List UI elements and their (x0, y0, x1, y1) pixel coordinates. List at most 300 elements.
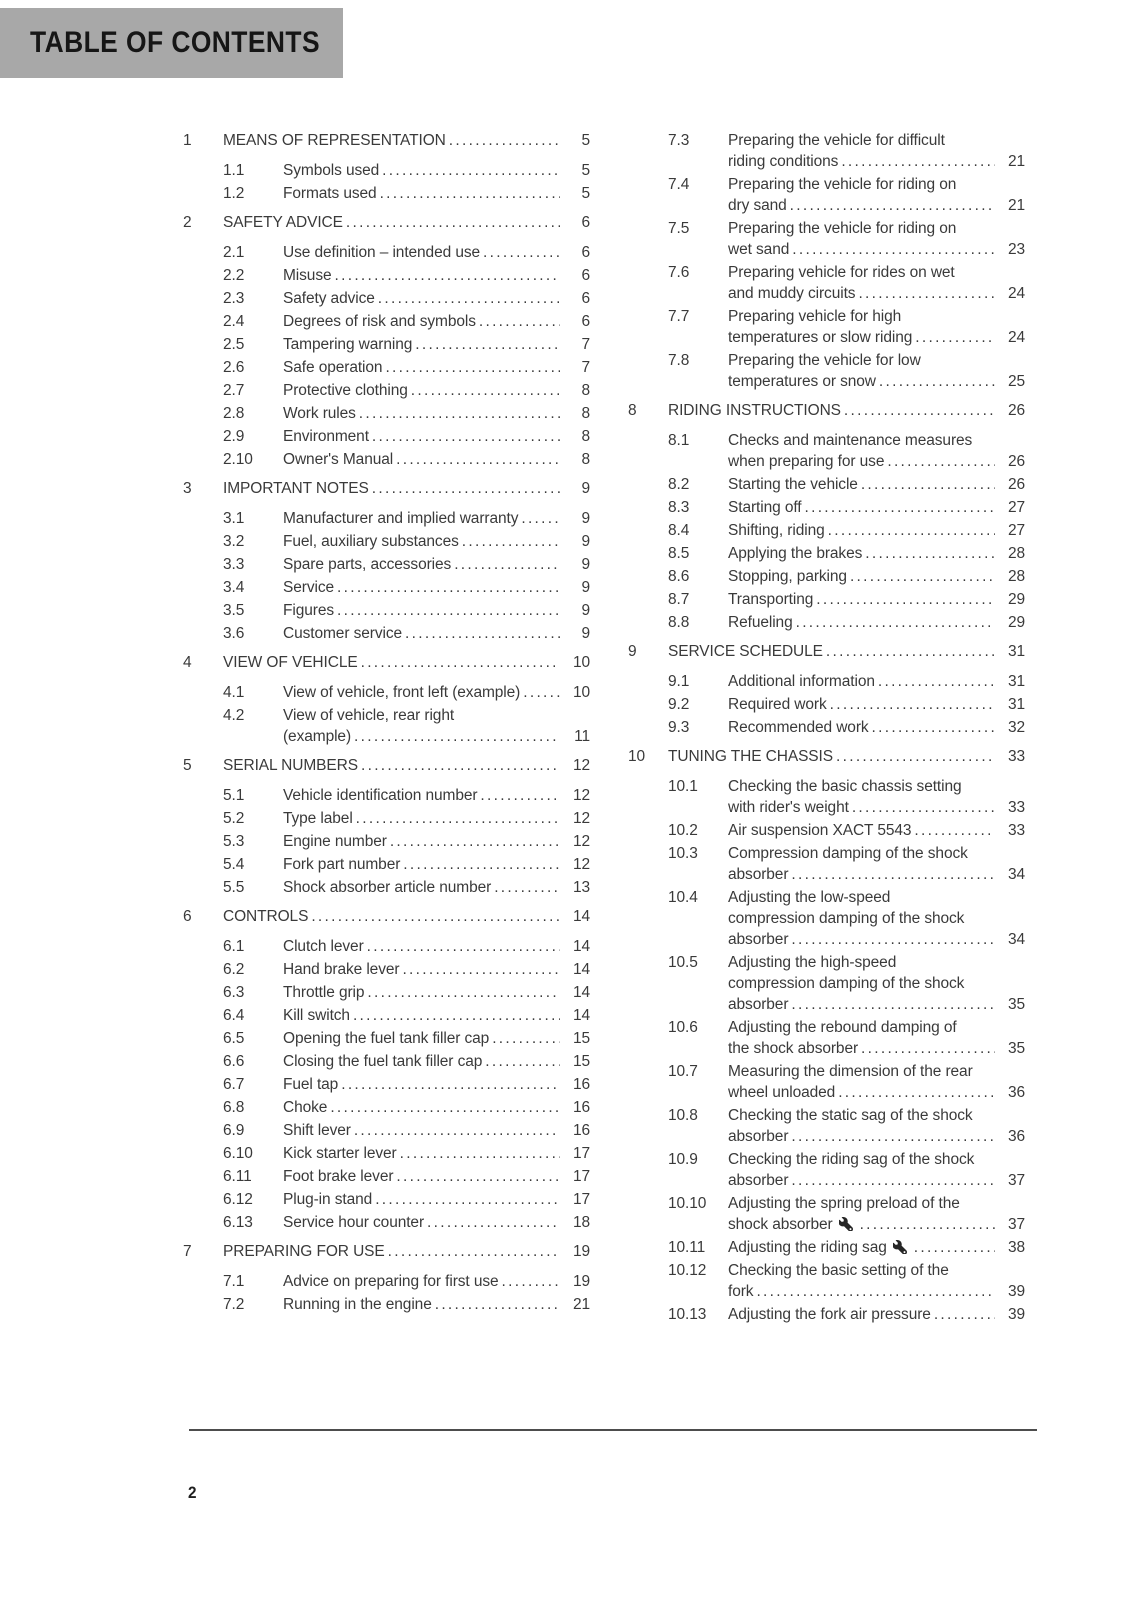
toc-entry-title-text: IMPORTANT NOTES (223, 480, 369, 497)
toc-entry-title-text: Adjusting the riding sag (728, 1239, 887, 1256)
toc-entry-page: 29 (1007, 614, 1025, 631)
toc-entry-titlecell (283, 982, 560, 1003)
toc-entry[interactable] (668, 350, 1025, 392)
toc-entry-title-line (283, 1051, 560, 1072)
toc-entry-title-line (728, 174, 995, 195)
toc-entry[interactable] (223, 1051, 590, 1072)
toc-entry[interactable] (223, 183, 590, 204)
dot-leader (411, 382, 560, 399)
toc-entry-number: 10.1 (668, 778, 698, 795)
toc-entry-title-line (728, 797, 995, 818)
footer-divider (189, 1429, 1037, 1431)
toc-entry[interactable] (668, 497, 1025, 518)
toc-entry-title-text: Use definition – intended use (283, 244, 481, 261)
toc-entry[interactable] (668, 887, 1025, 950)
toc-entry-titlecell (728, 843, 995, 885)
toc-entry-title-line (223, 755, 560, 776)
toc-entry-title-line (728, 306, 995, 327)
toc-entry[interactable] (668, 1105, 1025, 1147)
toc-entry-titlecell (283, 1271, 560, 1292)
toc-entry-title-text: Adjusting the rebound damping of (728, 1019, 957, 1036)
dot-leader (483, 244, 560, 261)
toc-entry-page: 19 (572, 1243, 590, 1260)
toc-entry[interactable] (223, 449, 590, 470)
toc-entry-title-line (283, 183, 560, 204)
toc-entry-number: 6.4 (223, 1007, 245, 1024)
dot-leader (914, 1239, 995, 1256)
toc-entry-page: 17 (572, 1145, 590, 1162)
toc-entry[interactable] (183, 652, 590, 673)
toc-entry-titlecell (283, 877, 560, 898)
dot-leader (502, 1273, 560, 1290)
toc-entry-title-line (223, 130, 560, 151)
toc-entry-titlecell (283, 449, 560, 470)
toc-entry-title-line (728, 1105, 995, 1126)
toc-entry-title-text: Customer service (283, 625, 402, 642)
toc-entry[interactable] (183, 130, 590, 151)
toc-entry-page: 10 (572, 684, 590, 701)
toc-entry-title-text: temperatures or snow (728, 373, 876, 390)
toc-entry-title-line (728, 776, 995, 797)
toc-entry[interactable] (668, 306, 1025, 348)
dot-leader (878, 673, 995, 690)
dot-leader (388, 1243, 560, 1260)
toc-entry-titlecell (283, 1074, 560, 1095)
toc-entry[interactable] (223, 1166, 590, 1187)
toc-entry-page: 11 (574, 728, 590, 745)
toc-entry-number: 8.7 (668, 591, 690, 608)
toc-entry-number: 10.2 (668, 822, 698, 839)
toc-entry-page: 5 (581, 185, 590, 202)
toc-entry[interactable] (223, 1097, 590, 1118)
toc-entry-number: 7.8 (668, 352, 690, 369)
toc-entry-title-text: Compression damping of the shock (728, 845, 968, 862)
toc-entry-title-text: Opening the fuel tank filler cap (283, 1030, 490, 1047)
toc-entry-title-text: absorber (728, 996, 789, 1013)
toc-entry-title-text: SERIAL NUMBERS (223, 757, 358, 774)
toc-entry-number: 2.4 (223, 313, 245, 330)
toc-entry-page: 16 (572, 1122, 590, 1139)
toc-entry-title-text: Shock absorber article number (283, 879, 492, 896)
toc-entry[interactable] (183, 212, 590, 233)
toc-entry-title-text: Choke (283, 1099, 328, 1116)
toc-entry-titlecell (223, 212, 560, 233)
toc-entry[interactable] (183, 478, 590, 499)
toc-entry-number: 6.5 (223, 1030, 245, 1047)
toc-entry[interactable] (668, 218, 1025, 260)
toc-entry-page: 9 (581, 579, 590, 596)
dot-leader (858, 285, 995, 302)
toc-entry[interactable] (668, 589, 1025, 610)
toc-entry[interactable] (668, 776, 1025, 818)
toc-entry-titlecell (283, 1120, 560, 1141)
toc-entry-titlecell (283, 265, 560, 286)
toc-entry-title-text: Preparing vehicle for rides on wet (728, 264, 955, 281)
toc-entry[interactable] (628, 746, 1025, 767)
toc-entry-number: 3.3 (223, 556, 245, 573)
dot-leader (791, 1172, 995, 1189)
toc-entry-title-text: Preparing the vehicle for riding on (728, 176, 957, 193)
toc-entry[interactable] (183, 755, 590, 776)
dot-leader (337, 602, 560, 619)
toc-entry[interactable] (223, 531, 590, 552)
toc-entry-title-line (728, 929, 995, 950)
toc-entry-titlecell (283, 357, 560, 378)
toc-entry-titlecell (283, 531, 560, 552)
toc-entry-page: 9 (581, 533, 590, 550)
dot-leader (372, 428, 560, 445)
toc-entry-titlecell (283, 1294, 560, 1315)
toc-entry[interactable] (223, 623, 590, 644)
toc-entry[interactable] (223, 600, 590, 621)
toc-entry-title-line (283, 288, 560, 309)
toc-entry-titlecell (283, 936, 560, 957)
toc-entry-page: 31 (1007, 643, 1025, 660)
toc-entry-number: 10.8 (668, 1107, 698, 1124)
toc-entry[interactable] (223, 1189, 590, 1210)
toc-entry-page: 7 (581, 359, 590, 376)
toc-entry[interactable] (223, 936, 590, 957)
toc-entry-number: 2.7 (223, 382, 245, 399)
toc-entry-title-line (728, 327, 995, 348)
dot-leader (354, 728, 560, 745)
toc-entry-titlecell (283, 334, 560, 355)
toc-entry[interactable] (223, 831, 590, 852)
toc-entry[interactable] (668, 130, 1025, 172)
toc-entry-number: 3.4 (223, 579, 245, 596)
toc-entry[interactable] (223, 877, 590, 898)
toc-entry[interactable] (668, 543, 1025, 564)
toc-entry-title-line (223, 478, 560, 499)
toc-entry[interactable] (223, 1074, 590, 1095)
toc-entry-title-line (728, 589, 995, 610)
toc-entry-title-text: Preparing vehicle for high (728, 308, 902, 325)
toc-entry[interactable] (223, 160, 590, 181)
toc-entry-title-text: Adjusting the fork air pressure (728, 1306, 931, 1323)
toc-entry[interactable] (223, 959, 590, 980)
toc-entry-title-line (728, 1170, 995, 1191)
toc-entry-page: 26 (1007, 476, 1025, 493)
toc-entry-titlecell (283, 554, 560, 575)
dot-leader (454, 556, 560, 573)
toc-entry-number: 2 (183, 214, 192, 231)
toc-entry-page: 16 (572, 1099, 590, 1116)
toc-entry[interactable] (668, 1017, 1025, 1059)
toc-entry-title-line (283, 449, 560, 470)
dot-leader (359, 405, 560, 422)
toc-entry[interactable] (223, 982, 590, 1003)
toc-entry-title-line (728, 262, 995, 283)
toc-entry-number: 9.3 (668, 719, 690, 736)
toc-entry-title-text: Spare parts, accessories (283, 556, 452, 573)
toc-entry-titlecell (728, 1304, 995, 1325)
toc-entry-title-text: Measuring the dimension of the rear (728, 1063, 973, 1080)
toc-entry[interactable] (223, 1120, 590, 1141)
toc-entry-title-line (283, 426, 560, 447)
toc-entry-page: 36 (1007, 1128, 1025, 1145)
toc-entry[interactable] (668, 1061, 1025, 1103)
dot-leader (378, 290, 560, 307)
toc-entry-page: 25 (1007, 373, 1025, 390)
toc-entry[interactable] (668, 1193, 1025, 1235)
toc-entry[interactable] (223, 380, 590, 401)
toc-entry-title-line (223, 212, 560, 233)
toc-entry-titlecell (283, 403, 560, 424)
toc-entry-titlecell (728, 776, 995, 818)
toc-entry-number: 8.6 (668, 568, 690, 585)
toc-entry[interactable] (223, 1271, 590, 1292)
toc-column-right (628, 130, 1025, 1327)
toc-entry-title-line (283, 1166, 560, 1187)
toc-entry-title-text: Adjusting the high-speed (728, 954, 897, 971)
toc-entry-page: 21 (572, 1296, 590, 1313)
toc-entry-number: 1.2 (223, 185, 245, 202)
dot-leader (494, 879, 560, 896)
toc-entry[interactable] (223, 554, 590, 575)
toc-entry-number: 5.2 (223, 810, 245, 827)
toc-entry-number: 3.2 (223, 533, 245, 550)
toc-entry-number: 7.6 (668, 264, 690, 281)
toc-entry-title-text: Tampering warning (283, 336, 413, 353)
toc-entry[interactable] (223, 357, 590, 378)
toc-entry-titlecell (223, 130, 560, 151)
toc-entry[interactable] (668, 174, 1025, 216)
toc-entry-titlecell (668, 641, 995, 662)
toc-entry-title-line (283, 682, 560, 703)
toc-entry[interactable] (668, 717, 1025, 738)
toc-entry-page: 16 (572, 1076, 590, 1093)
toc-entry-title-text: absorber (728, 1128, 789, 1145)
toc-entry-title-text: Protective clothing (283, 382, 408, 399)
toc-entry-page: 8 (581, 405, 590, 422)
toc-entry[interactable] (668, 474, 1025, 495)
toc-entry[interactable] (223, 577, 590, 598)
toc-entry[interactable] (668, 694, 1025, 715)
toc-entry-title-text: with rider's weight (728, 799, 849, 816)
toc-entry-titlecell (728, 218, 995, 260)
dot-leader (462, 533, 560, 550)
toc-entry-number: 10.4 (668, 889, 698, 906)
toc-entry-title-line (223, 906, 560, 927)
toc-entry-titlecell (283, 1166, 560, 1187)
toc-entry-titlecell (728, 1237, 995, 1258)
toc-entry-title-text: wet sand (728, 241, 790, 258)
dot-leader (403, 856, 560, 873)
toc-entry[interactable] (223, 808, 590, 829)
toc-entry[interactable] (223, 265, 590, 286)
toc-entry-number: 6.13 (223, 1214, 253, 1231)
toc-entry-titlecell (728, 717, 995, 738)
toc-entry-title-line (283, 531, 560, 552)
dot-leader (375, 1191, 560, 1208)
toc-entry-title-text: Shifting, riding (728, 522, 825, 539)
toc-entry-title-text: dry sand (728, 197, 787, 214)
dot-leader (861, 1040, 995, 1057)
toc-entry-number: 6.1 (223, 938, 245, 955)
toc-entry[interactable] (668, 1237, 1025, 1258)
toc-entry[interactable] (223, 1005, 590, 1026)
toc-entry[interactable] (223, 1212, 590, 1233)
toc-entry-title-text: Kick starter lever (283, 1145, 397, 1162)
dot-leader (861, 476, 995, 493)
toc-entry-titlecell (728, 1260, 995, 1302)
toc-entry-page: 23 (1007, 241, 1025, 258)
toc-entry[interactable] (223, 1143, 590, 1164)
toc-entry-title-text: Degrees of risk and symbols (283, 313, 476, 330)
toc-entry-number: 8.2 (668, 476, 690, 493)
toc-entry-page: 12 (572, 787, 590, 804)
dot-leader (311, 908, 560, 925)
toc-entry[interactable] (223, 334, 590, 355)
toc-entry-number: 5.5 (223, 879, 245, 896)
toc-entry[interactable] (668, 1304, 1025, 1325)
toc-entry[interactable] (223, 785, 590, 806)
toc-entry-page: 6 (581, 244, 590, 261)
toc-entry-number: 7.3 (668, 132, 690, 149)
dot-leader (879, 373, 995, 390)
toc-entry[interactable] (668, 262, 1025, 304)
toc-entry-title-line (283, 311, 560, 332)
dot-leader (756, 1283, 995, 1300)
toc-entry-page: 10 (572, 654, 590, 671)
toc-entry-page: 21 (1007, 153, 1025, 170)
toc-entry-title-line (283, 600, 560, 621)
toc-entry-number: 8.1 (668, 432, 690, 449)
toc-entry[interactable] (223, 1294, 590, 1315)
toc-entry[interactable] (223, 403, 590, 424)
toc-entry-titlecell (223, 478, 560, 499)
toc-entry-page: 5 (581, 162, 590, 179)
toc-entry-title-line (728, 1281, 995, 1302)
toc-entry-title-text: Checking the riding sag of the shock (728, 1151, 975, 1168)
dot-leader (914, 822, 995, 839)
toc-entry[interactable] (668, 843, 1025, 885)
toc-entry-number: 1 (183, 132, 192, 149)
dot-leader (449, 132, 560, 149)
toc-entry-number: 2.10 (223, 451, 253, 468)
toc-entry-title-line (728, 1304, 995, 1325)
toc-entry-titlecell (283, 623, 560, 644)
toc-entry-titlecell (728, 1017, 995, 1059)
toc-entry-title-line (728, 952, 995, 973)
toc-entry[interactable] (183, 906, 590, 927)
toc-entry-title-text: TUNING THE CHASSIS (668, 748, 833, 765)
toc-entry[interactable] (628, 641, 1025, 662)
toc-entry-title-text: Advice on preparing for first use (283, 1273, 499, 1290)
toc-entry-number: 4.1 (223, 684, 245, 701)
toc-entry-titlecell (283, 160, 560, 181)
toc-entry-number: 7.2 (223, 1296, 245, 1313)
toc-entry-titlecell (728, 820, 995, 841)
toc-entry[interactable] (668, 612, 1025, 633)
toc-entry[interactable] (223, 1028, 590, 1049)
toc-entry-title-text: PREPARING FOR USE (223, 1243, 385, 1260)
toc-entry-titlecell (728, 1149, 995, 1191)
toc-entry-title-text: Stopping, parking (728, 568, 847, 585)
toc-entry[interactable] (668, 566, 1025, 587)
dot-leader (356, 810, 560, 827)
toc-entry-title-text: Checking the static sag of the shock (728, 1107, 973, 1124)
toc-entry[interactable] (668, 820, 1025, 841)
toc-entry-page: 7 (581, 336, 590, 353)
toc-entry-title-text: Refueling (728, 614, 793, 631)
toc-entry-number: 8.4 (668, 522, 690, 539)
toc-entry-page: 15 (572, 1030, 590, 1047)
toc-entry-page: 9 (581, 625, 590, 642)
toc-entry[interactable] (668, 520, 1025, 541)
dot-leader (372, 480, 560, 497)
toc-entry-page: 31 (1007, 673, 1025, 690)
toc-entry-titlecell (283, 831, 560, 852)
toc-entry-titlecell (728, 520, 995, 541)
toc-entry-number: 2.2 (223, 267, 245, 284)
dot-leader (390, 833, 560, 850)
toc-entry-title-line (728, 239, 995, 260)
toc-entry[interactable] (223, 288, 590, 309)
toc-entry-number: 6.8 (223, 1099, 245, 1116)
toc-entry-number: 3.1 (223, 510, 245, 527)
toc-entry-number: 2.6 (223, 359, 245, 376)
toc-entry-title-text: (example) (283, 728, 352, 745)
toc-entry-titlecell (728, 262, 995, 304)
toc-entry[interactable] (183, 1241, 590, 1262)
toc-entry[interactable] (223, 242, 590, 263)
toc-entry-titlecell (283, 288, 560, 309)
toc-entry[interactable] (668, 1149, 1025, 1191)
toc-entry[interactable] (628, 400, 1025, 421)
toc-entry-title-line (728, 1017, 995, 1038)
toc-entry-title-text: Throttle grip (283, 984, 365, 1001)
toc-entry-title-line (283, 334, 560, 355)
dot-leader (860, 1216, 995, 1233)
toc-entry-title-line (283, 403, 560, 424)
toc-entry-title-line (283, 380, 560, 401)
toc-entry-title-text: Foot brake lever (283, 1168, 394, 1185)
toc-entry[interactable] (223, 426, 590, 447)
toc-entry-number: 6.10 (223, 1145, 253, 1162)
dot-leader (385, 359, 560, 376)
toc-entry-page: 13 (572, 879, 590, 896)
toc-entry[interactable] (668, 671, 1025, 692)
toc-entry-number: 8.8 (668, 614, 690, 631)
toc-entry-page: 34 (1007, 931, 1025, 948)
toc-entry[interactable] (223, 854, 590, 875)
dot-leader (479, 313, 560, 330)
toc-entry[interactable] (223, 508, 590, 529)
dot-leader (852, 799, 995, 816)
toc-entry[interactable] (223, 311, 590, 332)
toc-entry-page: 17 (572, 1191, 590, 1208)
toc-entry-number: 2.3 (223, 290, 245, 307)
toc-entry[interactable] (668, 430, 1025, 472)
toc-entry-number: 10.6 (668, 1019, 698, 1036)
toc-entry-number: 3.6 (223, 625, 245, 642)
toc-entry-title-text: Adjusting the spring preload of the (728, 1195, 960, 1212)
dot-leader (354, 1122, 560, 1139)
toc-entry[interactable] (668, 952, 1025, 1015)
toc-entry[interactable] (668, 1260, 1025, 1302)
dot-leader (405, 625, 560, 642)
toc-entry-title-line (283, 1143, 560, 1164)
toc-entry-title-text: Symbols used (283, 162, 380, 179)
toc-entry-title-text: Checking the basic chassis setting (728, 778, 962, 795)
toc-entry[interactable] (223, 705, 590, 747)
toc-entry-title-text: shock absorber (728, 1216, 833, 1233)
toc-entry[interactable] (223, 682, 590, 703)
toc-entry-page: 14 (572, 908, 590, 925)
dot-leader (887, 453, 995, 470)
toc-entry-title-text: RIDING INSTRUCTIONS (668, 402, 841, 419)
